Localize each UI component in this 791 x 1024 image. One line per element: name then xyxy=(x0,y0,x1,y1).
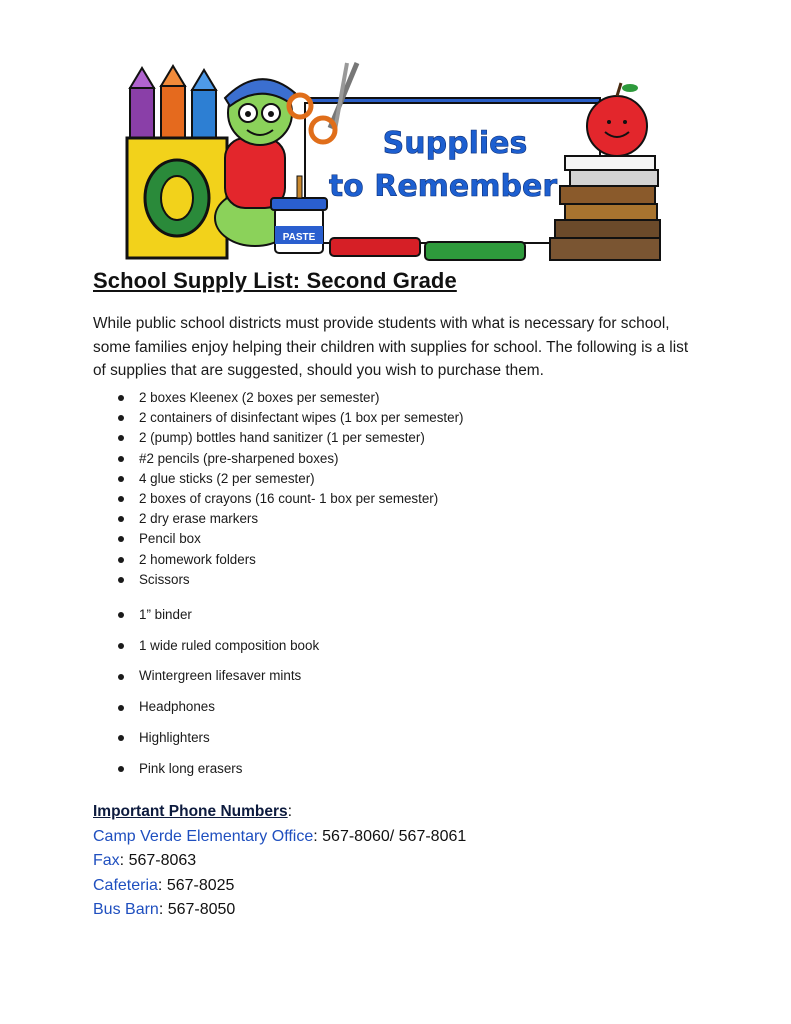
glue-jar-label: PASTE xyxy=(282,232,316,243)
banner-clipart xyxy=(125,58,665,268)
list-item: Highlighters xyxy=(118,723,464,754)
list-item: Scissors xyxy=(118,570,464,590)
phone-number: 567-8060/ 567-8061 xyxy=(322,827,467,845)
bullet-icon xyxy=(118,674,124,680)
list-item: Pencil box xyxy=(118,529,464,549)
list-item: 1” binder xyxy=(118,600,464,631)
bullet-icon xyxy=(118,415,124,421)
intro-paragraph: While public school districts must provide students with what is necessary for school, some families enjoy helping their children with supplies for school. The following is a list of supplies that are suggested, should you wish to purchase them. xyxy=(93,315,689,379)
list-item: 1 wide ruled composition book xyxy=(118,631,464,662)
list-item: 2 containers of disinfectant wipes (1 box per semester) xyxy=(118,408,464,428)
phone-label: Bus Barn xyxy=(93,901,159,918)
phone-label: Fax xyxy=(93,852,120,869)
list-item: #2 pencils (pre-sharpened boxes) xyxy=(118,449,464,469)
crayon-box-icon xyxy=(127,66,227,258)
supplies-banner xyxy=(125,58,665,268)
phone-number: 567-8025 xyxy=(166,876,235,894)
phone-entry-fax: Fax: 567-8063 xyxy=(93,852,197,869)
phone-label: Cafeteria xyxy=(93,876,158,894)
phone-numbers-heading: Important Phone Numbers: xyxy=(93,803,293,820)
bullet-icon xyxy=(118,612,124,618)
list-item: 2 boxes Kleenex (2 boxes per semester) xyxy=(118,388,464,408)
phone-number: 567-8050 xyxy=(167,901,236,918)
list-item: 2 dry erase markers xyxy=(118,509,464,529)
phone-entry-office: Camp Verde Elementary Office: 567-8060/ 567-8061 xyxy=(93,827,467,845)
page-title: School Supply List: Second Grade xyxy=(93,268,457,293)
list-item: Pink long erasers xyxy=(118,754,464,785)
list-item: 2 boxes of crayons (16 count- 1 box per semester) xyxy=(118,489,464,509)
phone-number: 567-8063 xyxy=(128,852,197,869)
bullet-icon xyxy=(118,557,124,563)
list-item: Headphones xyxy=(118,692,464,723)
list-item: 2 homework folders xyxy=(118,550,464,570)
phone-entry-cafeteria: Cafeteria: 567-8025 xyxy=(93,876,235,894)
bullet-icon xyxy=(118,577,124,583)
bullet-icon xyxy=(118,395,124,401)
phone-label: Camp Verde Elementary Office xyxy=(93,827,314,845)
bullet-icon xyxy=(118,643,124,649)
supply-list xyxy=(118,388,464,785)
bullet-icon xyxy=(118,476,124,482)
banner-title-line2: to Remember xyxy=(328,169,558,204)
list-item: 4 glue sticks (2 per semester) xyxy=(118,469,464,489)
list-item: 2 (pump) bottles hand sanitizer (1 per semester) xyxy=(118,428,464,448)
bullet-icon xyxy=(118,516,124,522)
markers-icon xyxy=(330,238,525,260)
bullet-icon xyxy=(118,435,124,441)
bullet-icon xyxy=(118,766,124,772)
bullet-icon xyxy=(118,536,124,542)
phone-entry-bus-barn: Bus Barn: 567-8050 xyxy=(93,901,236,918)
banner-title-line1: Supplies xyxy=(382,126,528,161)
apple-icon xyxy=(587,83,647,156)
bullet-icon xyxy=(118,456,124,462)
bullet-icon xyxy=(118,735,124,741)
list-item: Wintergreen lifesaver mints xyxy=(118,661,464,692)
phone-numbers-section xyxy=(93,800,466,923)
bullet-icon xyxy=(118,496,124,502)
bullet-icon xyxy=(118,705,124,711)
